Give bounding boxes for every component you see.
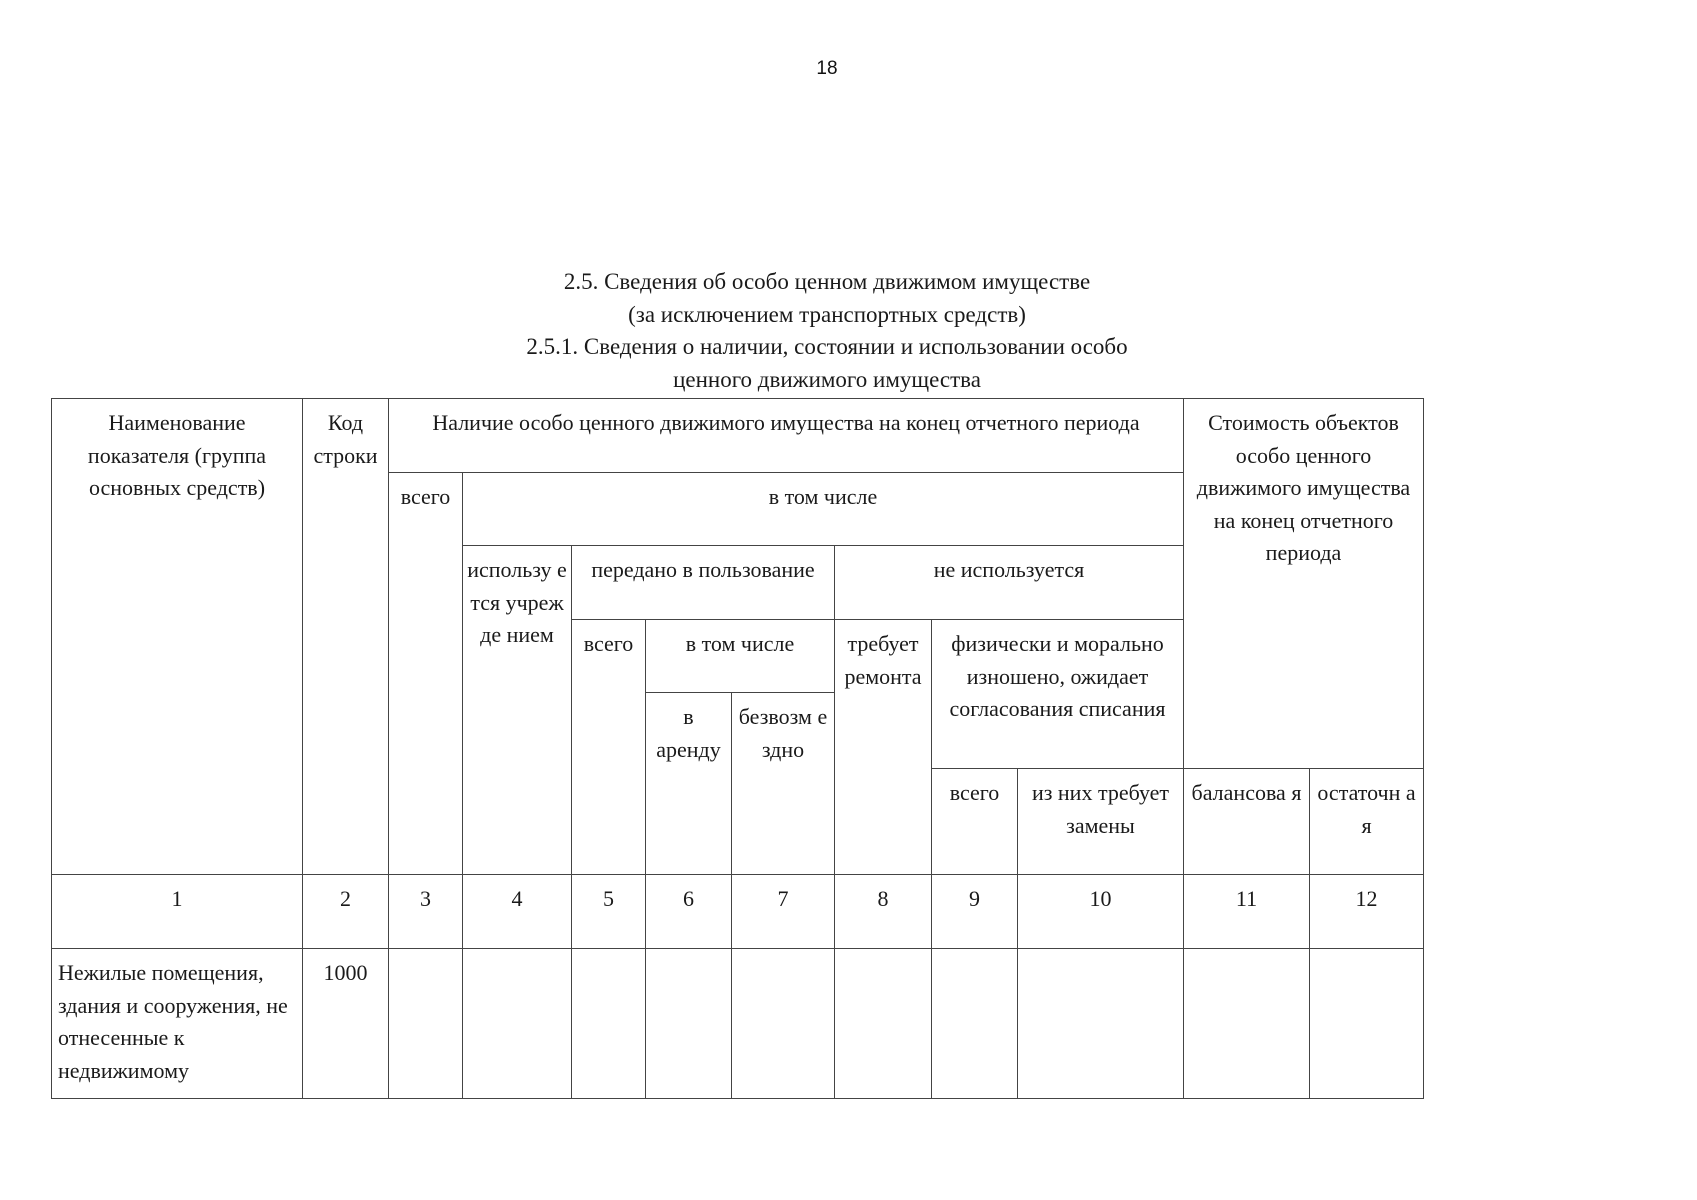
- header-needs-repair: требует ремонта: [835, 620, 932, 875]
- row-value-cell[interactable]: [646, 949, 732, 1099]
- column-number: 8: [835, 875, 932, 949]
- header-cost: Стоимость объектов особо ценного движимого имущества на конец отчетного периода: [1184, 399, 1424, 769]
- header-transferred-total: всего: [572, 620, 646, 875]
- header-worn-out: физически и морально изношено, ожидает согласования списания: [932, 620, 1184, 769]
- row-value-cell[interactable]: [463, 949, 572, 1099]
- heading-line-3: 2.5.1. Сведения о наличии, состоянии и использовании особо: [526, 334, 1128, 359]
- header-residual-value: остаточн ая: [1310, 769, 1424, 875]
- column-number: 4: [463, 875, 572, 949]
- row-code: 1000: [303, 949, 389, 1099]
- header-including: в том числе: [463, 473, 1184, 546]
- row-value-cell[interactable]: [389, 949, 463, 1099]
- column-number: 10: [1018, 875, 1184, 949]
- header-free-of-charge: безвозм ездно: [732, 693, 835, 875]
- header-for-rent: в аренду: [646, 693, 732, 875]
- page-number: 18: [816, 58, 838, 79]
- header-not-used: не используется: [835, 546, 1184, 620]
- header-transferred-including: в том числе: [646, 620, 835, 693]
- header-book-value: балансова я: [1184, 769, 1310, 875]
- header-worn-out-total: всего: [932, 769, 1018, 875]
- row-value-cell[interactable]: [572, 949, 646, 1099]
- header-row-code: Код строки: [303, 399, 389, 875]
- column-number: 2: [303, 875, 389, 949]
- header-used-by-institution: использу ется учрежде нием: [463, 546, 572, 875]
- row-value-cell[interactable]: [835, 949, 932, 1099]
- column-number: 1: [52, 875, 303, 949]
- heading-line-4: ценного движимого имущества: [673, 366, 981, 392]
- header-transferred: передано в пользование: [572, 546, 835, 620]
- header-needs-replacement: из них требует замены: [1018, 769, 1184, 875]
- table-row: [52, 949, 1424, 1099]
- header-indicator-name: Наименование показателя (группа основных средств): [52, 399, 303, 875]
- row-name: Нежилые помещения, здания и сооружения, не отнесенные к недвижимому: [52, 949, 303, 1099]
- column-number: 7: [732, 875, 835, 949]
- column-number: 6: [646, 875, 732, 949]
- header-availability: Наличие особо ценного движимого имущества на конец отчетного периода: [389, 399, 1184, 473]
- header-total: всего: [389, 473, 463, 875]
- column-number: 3: [389, 875, 463, 949]
- row-value-cell[interactable]: [1310, 949, 1424, 1099]
- column-number: 12: [1310, 875, 1424, 949]
- heading-line-1: 2.5. Сведения об особо ценном движимом имуществе: [563, 269, 1091, 294]
- row-value-cell[interactable]: [1018, 949, 1184, 1099]
- column-number-row: [52, 875, 1424, 949]
- heading-line-2: (за исключением транспортных средств): [628, 301, 1026, 327]
- section-heading: [0, 266, 1654, 396]
- column-number: 5: [572, 875, 646, 949]
- row-value-cell[interactable]: [1184, 949, 1310, 1099]
- column-number: 9: [932, 875, 1018, 949]
- row-value-cell[interactable]: [932, 949, 1018, 1099]
- row-value-cell[interactable]: [732, 949, 835, 1099]
- column-number: 11: [1184, 875, 1310, 949]
- header-row-1: [52, 399, 1424, 473]
- movable-property-table: [51, 398, 1424, 1099]
